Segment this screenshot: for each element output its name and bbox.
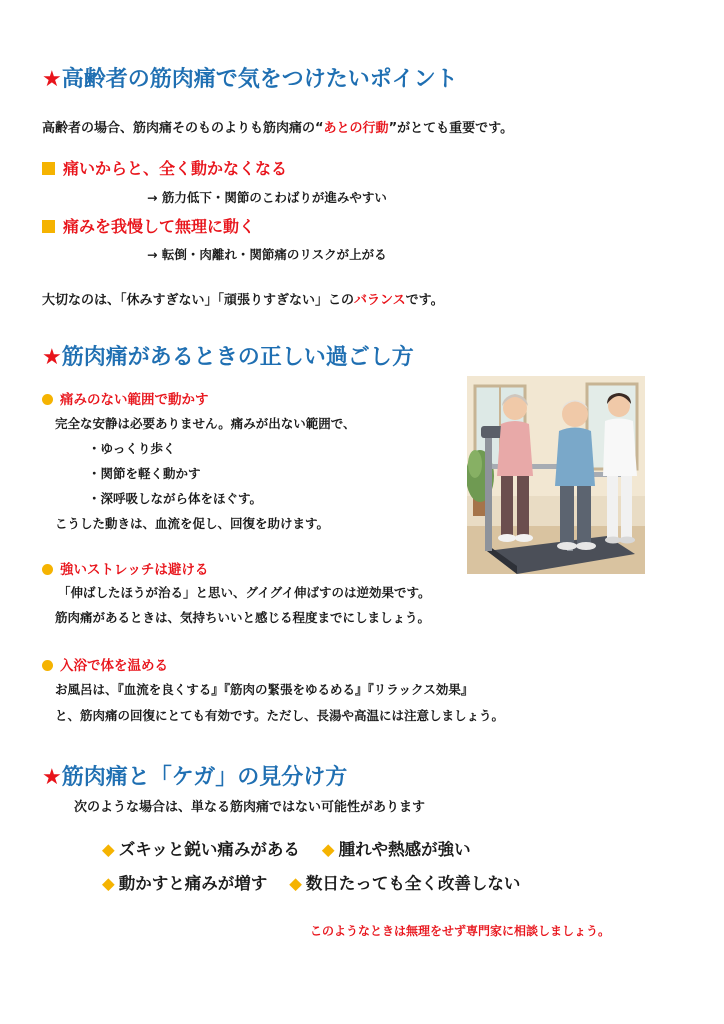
diamond-bullet-icon: ◆: [321, 840, 335, 859]
injury-sign: 動かすと痛みが増す: [118, 874, 268, 893]
star-icon: ★: [42, 345, 62, 370]
section2-title-text: 筋肉痛があるときの正しい過ごし方: [61, 345, 414, 370]
balance-text-pre: 大切なのは、「休みすぎない」「頑張りすぎない」この: [42, 293, 355, 308]
injury-sign: ズキッと鋭い痛みがある: [118, 840, 300, 859]
tip-heading-3: [42, 654, 168, 674]
tip-heading-text: 強いストレッチは避ける: [60, 562, 209, 578]
dot-bullet-icon: [42, 660, 53, 671]
balance-note: [42, 289, 444, 308]
star-icon: ★: [42, 765, 62, 790]
section3-intro: 次のような場合は、単なる筋肉痛ではない可能性があります: [74, 800, 426, 815]
injury-signs-row-1: [102, 836, 471, 860]
tip-heading-1: [42, 388, 209, 408]
injury-sign: 数日たっても全く改善しない: [305, 874, 521, 893]
section1-title: [42, 62, 458, 93]
tip2-line: 筋肉痛があるときは、気持ちいいと感じる程度までにしましょう。: [55, 610, 431, 625]
treadmill-illustration: [467, 376, 645, 574]
caution-item-1-result: → 筋力低下・関節のこわばりが進みやすい: [147, 190, 387, 205]
star-icon: ★: [42, 67, 62, 92]
section1-title-text: 高齢者の筋肉痛で気をつけたいポイント: [61, 67, 458, 92]
caution-item-1: [42, 156, 287, 179]
elderly-walking-picture: [467, 376, 645, 574]
tip1-line: 完全な安静は必要ありません。痛みが出ない範囲で、: [55, 416, 356, 431]
caution-item-2-result: → 転倒・肉離れ・関節痛のリスクが上がる: [147, 247, 387, 262]
tip1-line: ・ゆっくり歩く: [88, 441, 176, 456]
section3-title-text: 筋肉痛と「ケガ」の見分け方: [61, 765, 348, 790]
square-bullet-icon: [42, 220, 55, 233]
tip1-line: ・関節を軽く動かす: [88, 466, 201, 481]
caution-item-label: 痛いからと、全く動かなくなる: [63, 159, 288, 178]
tip-heading-text: 入浴で体を温める: [60, 658, 168, 674]
balance-text-post: です。: [405, 293, 444, 308]
section1-intro: [42, 117, 513, 136]
injury-signs-row-2: [102, 870, 520, 894]
tip2-line: 「伸ばしたほうが治る」と思い、グイグイ伸ばすのは逆効果です。: [58, 585, 431, 600]
dot-bullet-icon: [42, 564, 53, 575]
dot-bullet-icon: [42, 394, 53, 405]
tip-heading-text: 痛みのない範囲で動かす: [60, 392, 209, 408]
tip-heading-2: [42, 558, 208, 578]
intro-text-post: ”がとても重要です。: [388, 121, 514, 136]
tip1-line: こうした動きは、血流を促し、回復を助けます。: [55, 516, 330, 531]
square-bullet-icon: [42, 162, 55, 175]
tip3-line: と、筋肉痛の回復にとても有効です。ただし、長湯や高温には注意しましょう。: [55, 708, 505, 723]
consult-note: このようなときは無理をせず専門家に相談しましょう。: [310, 924, 611, 938]
section2-title: [42, 340, 414, 371]
intro-highlight: あとの行動: [323, 121, 389, 136]
diamond-bullet-icon: ◆: [102, 840, 115, 859]
tip1-line: ・深呼吸しながら体をほぐす。: [88, 491, 263, 506]
caution-item-label: 痛みを我慢して無理に動く: [63, 217, 256, 236]
diamond-bullet-icon: ◆: [102, 874, 115, 893]
intro-text-pre: 高齢者の場合、筋肉痛そのものよりも筋肉痛の“: [42, 121, 324, 136]
section3-title: [42, 760, 347, 791]
tip3-line: お風呂は、『血流を良くする』『筋肉の緊張をゆるめる』『リラックス効果』: [55, 682, 474, 697]
caution-item-2: [42, 214, 255, 237]
balance-highlight: バランス: [354, 293, 406, 308]
injury-sign: 腫れや熱感が強い: [338, 840, 471, 859]
diamond-bullet-icon: ◆: [289, 874, 302, 893]
